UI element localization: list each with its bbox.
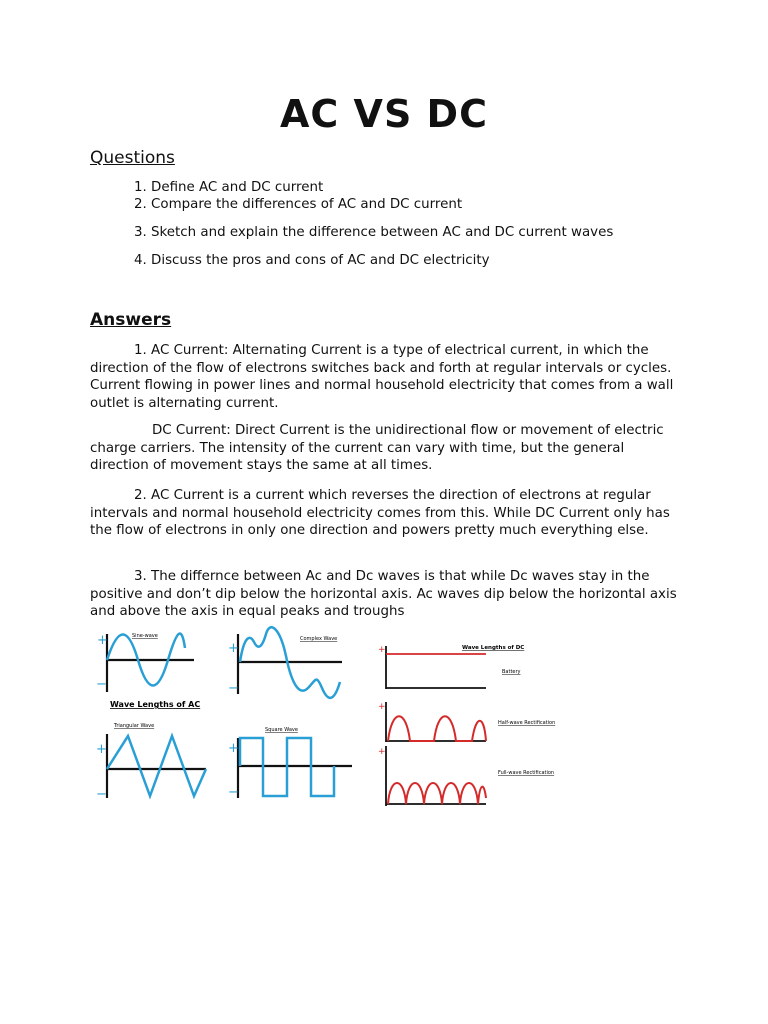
question-4: 4. Discuss the pros and cons of AC and DC electricity — [134, 253, 490, 268]
question-1: 1. Define AC and DC current — [134, 180, 324, 195]
half-label: Half-wave Rectification — [498, 720, 556, 726]
triangle-plus: + — [96, 742, 107, 757]
ac-heading: Wave Lengths of AC — [110, 700, 201, 709]
sine-plus: + — [97, 633, 108, 648]
complex-minus: − — [228, 681, 239, 696]
battery-plus: + — [378, 645, 386, 655]
questions-heading: Questions — [90, 148, 175, 168]
full-plus: + — [378, 747, 386, 757]
answer-1-text: 1. AC Current: Alternating Current is a type of electrical current, in which the direction of the flow of electrons switches back and forth at regular intervals or cycles. Current flowing in power lines and normal household electricity that comes from a wall outlet is alternating current. — [90, 343, 674, 411]
half-plus: + — [378, 702, 386, 712]
page-title: AC VS DC — [280, 92, 488, 136]
dc-heading: Wave Lengths of DC — [462, 645, 525, 651]
triangle-minus: − — [96, 787, 107, 802]
complex-plus: + — [228, 641, 239, 656]
answer-3-text: 3. The differnce between Ac and Dc waves is that while Dc waves stay in the positive and don’t dip below the horizontal axis. Ac waves dip below the horizontal axis and above the axis in equal peaks and troughs — [90, 569, 677, 620]
square-plus: + — [228, 741, 239, 756]
answer-3 — [90, 568, 680, 621]
complex-label: Complex Wave — [300, 636, 338, 642]
question-3: 3. Sketch and explain the difference between AC and DC current waves — [134, 225, 614, 240]
wave-diagram — [90, 626, 650, 810]
answer-2 — [90, 487, 680, 540]
triangle-label: Triangular Wave — [114, 723, 155, 729]
answer-2-text: 2. AC Current is a current which reverses the direction of electrons at regular intervals and normal household electricity comes from this. While DC Current only has the flow of electrons in only one direction and powers pretty much everything else. — [90, 488, 670, 539]
battery-label: Battery — [502, 669, 521, 675]
sine-label: Sine-wave — [132, 633, 158, 639]
full-label: Full-wave Rectification — [498, 770, 555, 776]
answers-heading: Answers — [90, 310, 172, 330]
square-minus: − — [228, 785, 239, 800]
answer-1-dc — [90, 422, 680, 475]
answer-1 — [90, 342, 680, 412]
diagram-background — [90, 626, 650, 810]
square-label: Square Wave — [265, 727, 298, 733]
answer-1-dc-text: DC Current: Direct Current is the unidirectional flow or movement of electric charge carriers. The intensity of the current can vary with time, but the general direction of movement stays the same at all times. — [90, 423, 664, 474]
question-2: 2. Compare the differences of AC and DC current — [134, 197, 463, 212]
sine-minus: − — [96, 677, 107, 692]
